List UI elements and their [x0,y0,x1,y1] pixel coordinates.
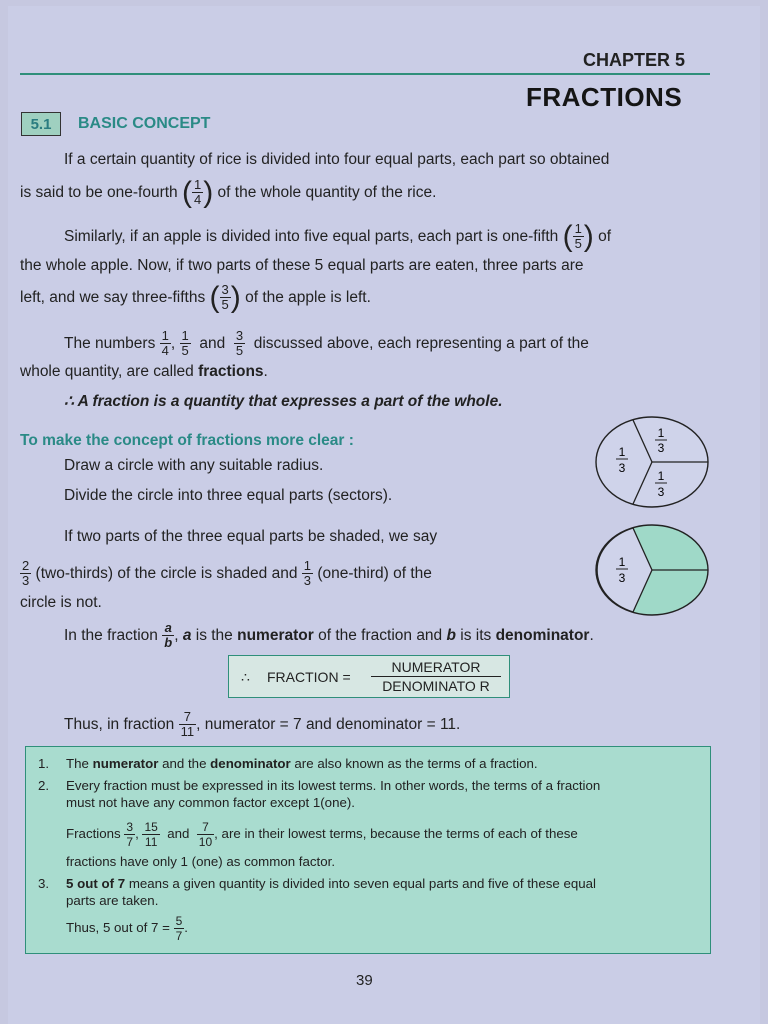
text: means a given quantity is divided into seven equal parts and five of these equal [128,876,596,891]
text: The numbers [64,335,156,352]
formula-numerator: NUMERATOR [371,659,501,677]
text: is its [460,627,492,644]
sector-label-top-den: 3 [657,441,665,455]
fraction-one-fifth: $\frac{1}{5}$ [574,221,582,252]
fraction-7-10: $\frac{7}{10}$ [198,819,213,849]
text: (two-thirds) of the circle is shaded and [35,565,298,582]
var-a: a [182,627,192,644]
keyword: denominator [210,756,291,771]
text: are also known as the terms of a fraction. [294,756,538,771]
notes-box [25,746,711,954]
sector-label-left-num: 1 [618,445,626,459]
text: of the fraction and [318,627,443,644]
fraction-7-11: $\frac{7}{11}$ [180,709,195,740]
fraction-three-fifths: $\frac{3}{5}$ [221,282,229,313]
note3-line1 [66,875,596,892]
keyword: numerator [92,756,159,771]
header-rule [20,73,710,75]
sector-label-left-den: 3 [618,461,626,475]
para2-line3: left, and we say three-fifths ( $\frac{3}{5}$ ) of the apple is left. [20,280,371,314]
note1-number: 1. [38,756,50,771]
text: and [167,826,190,841]
text: The [66,756,89,771]
chapter-title: FRACTIONS [526,82,683,112]
fraction-5-7: $\frac{5}{7}$ [175,913,183,943]
formula-label: FRACTION = [267,669,351,685]
text: , are in their lowest terms, because the terms of each of these [214,826,578,841]
concept-step2: Divide the circle into three equal parts (sectors). [64,487,393,504]
fraction-3-5: $\frac{3}{5}$ [235,328,244,359]
fraction-15-11: $\frac{15}{11}$ [144,819,158,849]
text: is said to be one-fourth [20,184,178,201]
circle-three-sectors [590,412,714,512]
note3-number: 3. [38,876,50,891]
text: Fractions [66,826,121,841]
page-number: 39 [356,972,373,989]
sector-label-bottom-den: 3 [657,485,665,499]
text: In the fraction [64,627,158,644]
keyword-fractions: fractions [198,363,264,380]
para3-line1: The numbers $\frac{1}{4}$ , $\frac{1}{5}$ and $\frac{3}{5}$ discussed above, each representing a part of the [64,328,589,359]
numden-line: In the fraction $\frac{a}{b}$ , a is the numerator of the fraction and b is its denominator. [64,620,594,651]
text: . [589,627,594,644]
text: discussed above, each representing a part of the [253,335,589,352]
text: and the [162,756,207,771]
unshaded-label-den: 3 [618,571,626,585]
text: Similarly, if an apple is divided into five equal parts, each part is one-fifth [64,228,559,245]
text: Thus, in fraction [64,716,175,733]
para2-line2: the whole apple. Now, if two parts of these 5 equal parts are eaten, three parts are [20,257,584,274]
concept-heading: To make the concept of fractions more clear : [20,432,354,449]
fraction-1-4: $\frac{1}{4}$ [161,328,169,359]
note3-thus [66,913,188,943]
text: of the apple is left. [245,289,371,306]
var-b: b [446,627,456,644]
fraction-a-b: $\frac{a}{b}$ [164,620,173,651]
chapter-label: CHAPTER 5 [583,50,686,70]
fraction-2-3: $\frac{2}{3}$ [22,558,30,589]
section-title: BASIC CONCEPT [78,115,211,132]
sector-label-bottom-num: 1 [657,469,665,483]
unshaded-label-num: 1 [618,555,626,569]
para1-line2: is said to be one-fourth ( $\frac{1}{4}$ ) of the whole quantity of the rice. [20,175,437,209]
definition: ∴ A fraction is a quantity that expresses a part of the whole. [64,393,503,410]
sector-label-top-num: 1 [657,426,665,440]
note2-line2: must not have any common factor except 1(one). [66,795,355,810]
text: left, and we say three-fifths [20,289,206,306]
text: , numerator = 7 and denominator = 11. [196,716,461,733]
para1-line1: If a certain quantity of rice is divided into four equal parts, each part so obtained [64,151,610,168]
note2-number: 2. [38,778,50,793]
text: (one-third) of the [317,565,432,582]
shade-line2 [20,556,432,592]
example-line [64,706,460,744]
circle-shaded-sectors [590,520,714,620]
para3-line2 [20,362,268,382]
text: Thus, 5 out of 7 = [66,920,170,935]
therefore-symbol: ∴ [241,669,250,685]
text: of [598,228,612,245]
shade-line1: If two parts of the three equal parts be shaded, we say [64,528,438,545]
keyword-numerator: numerator [237,627,314,644]
note2-fractions-line: Fractions $\frac{3}{7}$ , $\frac{15}{11}$ and $\frac{7}{10}$ , are in their lowest terms, because the terms of each of these [66,819,578,849]
concept-step1: Draw a circle with any suitable radius. [64,457,324,474]
formula-box [228,655,510,698]
note2-line1: Every fraction must be expressed in its lowest terms. In other words, the terms of a fraction [66,778,601,793]
text: . [184,920,188,935]
text: . [263,363,268,380]
shade-line3: circle is not. [20,594,102,611]
formula-denominator: DENOMINATO R [382,678,490,694]
text: whole quantity, are called [20,363,194,380]
fraction-1-3: $\frac{1}{3}$ [303,558,311,589]
text: and [199,335,226,352]
text: is the [195,627,233,644]
para2-line1: Similarly, if an apple is divided into five equal parts, each part is one-fifth ( $\frac{1}{5}$ ) of [64,219,612,253]
note1-text [66,755,538,772]
note2-line4: fractions have only 1 (one) as common factor. [66,854,336,869]
fraction-1-5: $\frac{1}{5}$ [181,328,189,359]
section-number: 5.1 [21,112,61,136]
fraction-3-7: $\frac{3}{7}$ [126,819,134,849]
keyword: 5 out of 7 [66,876,126,891]
keyword-denominator: denominator [495,627,590,644]
text: of the whole quantity of the rice. [217,184,437,201]
note3-line2: parts are taken. [66,893,159,908]
fraction-one-fourth: $\frac{1}{4}$ [194,177,202,208]
